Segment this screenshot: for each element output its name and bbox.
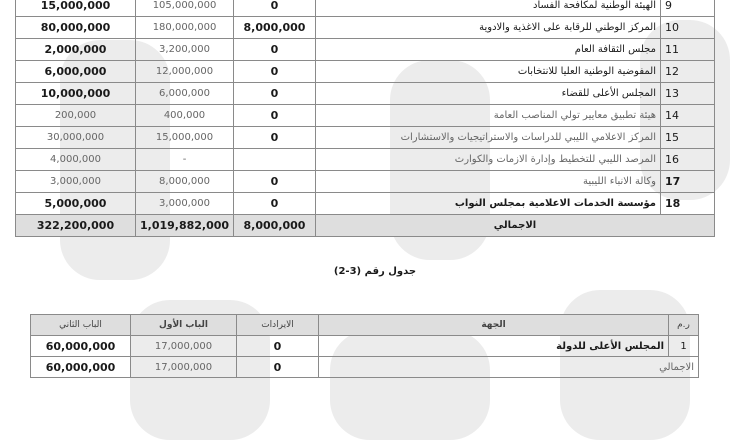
header-chapter2: الباب الثاني — [31, 315, 131, 336]
cell-entity: مؤسسة الخدمات الاعلامية بمجلس النواب — [316, 193, 661, 215]
cell-revenue: 0 — [234, 127, 316, 149]
cell-chapter1: 12,000,000 — [136, 61, 234, 83]
cell-chapter2: 15,000,000 — [16, 0, 136, 17]
cell-chapter2: 60,000,000 — [31, 336, 131, 357]
cell-chapter2: 10,000,000 — [16, 83, 136, 105]
total-row — [16, 215, 715, 237]
cell-chapter1: 8,000,000 — [136, 171, 234, 193]
cell-index: 11 — [661, 39, 715, 61]
cell-chapter2: 4,000,000 — [16, 149, 136, 171]
table-row — [16, 171, 715, 193]
header-row — [31, 315, 699, 336]
cell-revenue: 0 — [234, 0, 316, 17]
total-chapter2: 322,200,000 — [16, 215, 136, 237]
cell-revenue: 0 — [234, 193, 316, 215]
cell-entity: الهيئة الوطنية لمكافحة الفساد — [316, 0, 661, 17]
total-label: الاجمالي — [319, 357, 699, 378]
cell-revenue: 8,000,000 — [234, 17, 316, 39]
total-chapter1: 17,000,000 — [131, 357, 237, 378]
table-row — [16, 83, 715, 105]
table-caption: جدول رقم (3-2) — [333, 266, 417, 277]
cell-chapter1: 17,000,000 — [131, 336, 237, 357]
cell-index: 1 — [669, 336, 699, 357]
cell-chapter2: 80,000,000 — [16, 17, 136, 39]
cell-chapter2: 2,000,000 — [16, 39, 136, 61]
table-row — [16, 61, 715, 83]
cell-chapter2: 3,000,000 — [16, 171, 136, 193]
header-chapter1: الباب الأول — [131, 315, 237, 336]
cell-entity: المفوضية الوطنية العليا للانتخابات — [316, 61, 661, 83]
cell-entity: المجلس الأعلى للقضاء — [316, 83, 661, 105]
table-row — [16, 0, 715, 17]
header-revenue: الايرادات — [237, 315, 319, 336]
cell-chapter2: 5,000,000 — [16, 193, 136, 215]
table-row — [16, 193, 715, 215]
cell-index: 14 — [661, 105, 715, 127]
total-label: الاجمالي — [316, 215, 715, 237]
cell-entity: مجلس الثقافة العام — [316, 39, 661, 61]
cell-index: 12 — [661, 61, 715, 83]
total-chapter2: 60,000,000 — [31, 357, 131, 378]
cell-chapter2: 6,000,000 — [16, 61, 136, 83]
cell-entity: وكالة الانباء الليبية — [316, 171, 661, 193]
total-row — [31, 357, 699, 378]
table-row — [16, 39, 715, 61]
cell-index: 16 — [661, 149, 715, 171]
cell-index: 18 — [661, 193, 715, 215]
cell-index: 17 — [661, 171, 715, 193]
cell-entity: المرصد الليبي للتخطيط وإدارة الازمات والكوارث — [316, 149, 661, 171]
total-revenue: 8,000,000 — [234, 215, 316, 237]
cell-entity: المجلس الأعلى للدولة — [319, 336, 669, 357]
header-index: ر.م — [669, 315, 699, 336]
total-chapter1: 1,019,882,000 — [136, 215, 234, 237]
cell-chapter2: 30,000,000 — [16, 127, 136, 149]
cell-entity: المركز الاعلامي الليبي للدراسات والاستراتيجيات والاستشارات — [316, 127, 661, 149]
table-row — [31, 336, 699, 357]
cell-revenue: 0 — [234, 83, 316, 105]
budget-table-1 — [15, 0, 715, 237]
cell-revenue: 0 — [237, 336, 319, 357]
cell-chapter1: 180,000,000 — [136, 17, 234, 39]
cell-chapter1: 105,000,000 — [136, 0, 234, 17]
table-row — [16, 127, 715, 149]
table-row — [16, 149, 715, 171]
cell-revenue: 0 — [234, 105, 316, 127]
cell-index: 10 — [661, 17, 715, 39]
cell-chapter1: 3,000,000 — [136, 193, 234, 215]
cell-revenue: 0 — [234, 39, 316, 61]
cell-index: 15 — [661, 127, 715, 149]
cell-chapter1: - — [136, 149, 234, 171]
cell-chapter1: 6,000,000 — [136, 83, 234, 105]
table-row — [16, 17, 715, 39]
cell-entity: هيئة تطبيق معايير تولي المناصب العامة — [316, 105, 661, 127]
cell-index: 9 — [661, 0, 715, 17]
header-entity: الجهة — [319, 315, 669, 336]
cell-entity: المركز الوطني للرقابة على الاغذية والادوية — [316, 17, 661, 39]
table-row — [16, 105, 715, 127]
cell-revenue — [234, 149, 316, 171]
total-revenue: 0 — [237, 357, 319, 378]
cell-revenue: 0 — [234, 61, 316, 83]
cell-index: 13 — [661, 83, 715, 105]
cell-revenue: 0 — [234, 171, 316, 193]
cell-chapter2: 200,000 — [16, 105, 136, 127]
cell-chapter1: 3,200,000 — [136, 39, 234, 61]
cell-chapter1: 15,000,000 — [136, 127, 234, 149]
cell-chapter1: 400,000 — [136, 105, 234, 127]
budget-table-2 — [30, 314, 699, 378]
